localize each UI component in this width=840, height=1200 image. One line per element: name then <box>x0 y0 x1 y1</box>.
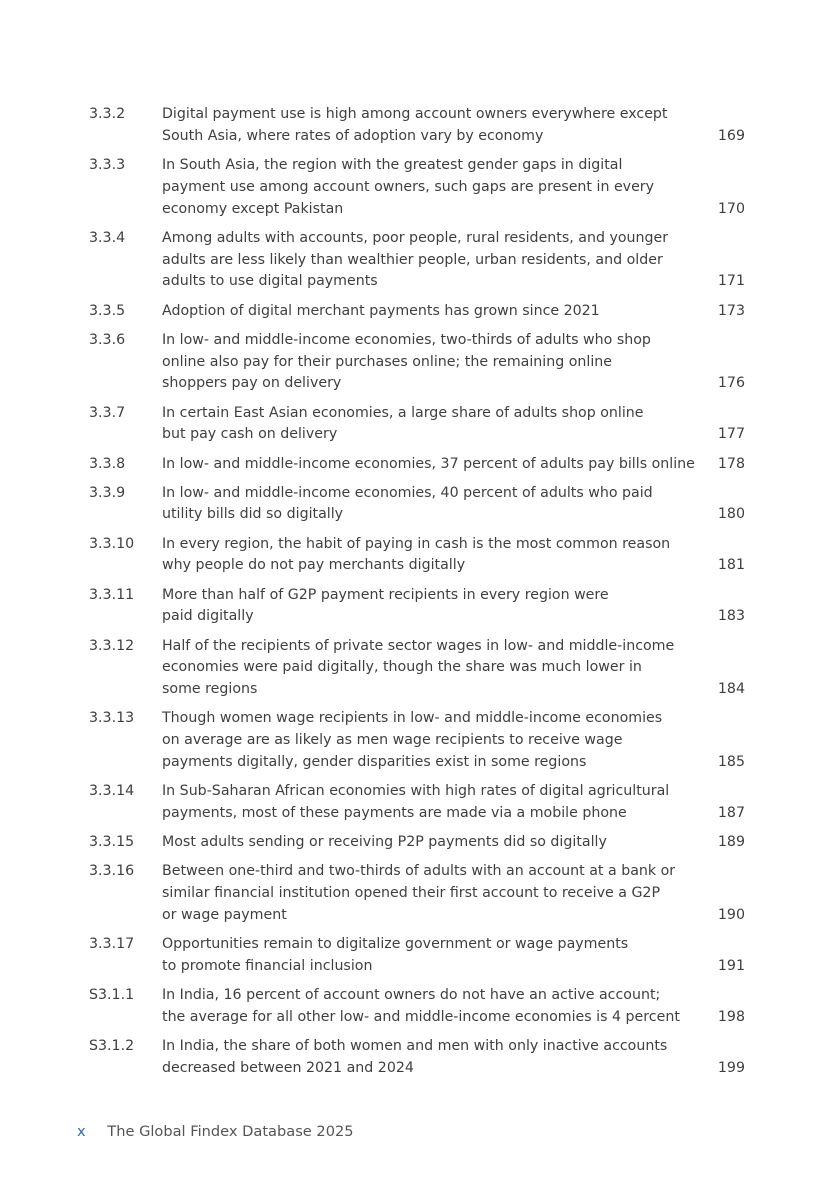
figure-title <box>162 228 712 293</box>
figure-title-line: In India, the share of both women and men with only inactive accounts <box>162 1038 668 1055</box>
figure-title-line: but pay cash on delivery <box>162 426 338 443</box>
figure-title-line: Half of the recipients of private sector wages in low- and middle-income <box>162 637 675 654</box>
page-number: 177 <box>717 426 745 443</box>
figure-title-line: decreased between 2021 and 2024 <box>162 1059 414 1076</box>
figure-number: 3.3.3 <box>89 156 126 173</box>
figure-title-line: In India, 16 percent of account owners do not have an active account; <box>162 987 661 1004</box>
page-number: 171 <box>717 273 745 290</box>
page-number: 176 <box>717 375 745 392</box>
figure-title <box>162 330 712 395</box>
figure-title-line: similar financial institution opened their first account to receive a G2P <box>162 885 661 902</box>
figure-entry[interactable] <box>0 708 840 773</box>
figure-entry[interactable] <box>0 934 840 978</box>
figure-title-line: Digital payment use is high among account owners everywhere except <box>162 106 668 122</box>
figure-number: S3.1.1 <box>89 987 135 1004</box>
page-number: 190 <box>717 906 745 923</box>
figure-entry[interactable] <box>0 781 840 825</box>
figure-entry[interactable] <box>0 301 840 323</box>
figure-title <box>162 934 712 978</box>
figure-title-line: economies were paid digitally, though the share was much lower in <box>162 659 642 676</box>
page-folio: x <box>77 1123 86 1140</box>
figure-entry[interactable] <box>0 155 840 220</box>
figure-number: 3.3.9 <box>89 484 126 501</box>
figure-title <box>162 155 712 220</box>
figure-entry[interactable] <box>0 534 840 578</box>
figure-number: 3.3.12 <box>89 637 135 654</box>
figure-title-line: Most adults sending or receiving P2P payments did so digitally <box>162 834 607 851</box>
figure-title-line: or wage payment <box>162 906 287 923</box>
figure-title-line: utility bills did so digitally <box>162 506 344 523</box>
figure-title-line: to promote financial inclusion <box>162 957 373 974</box>
figure-title-line: paid digitally <box>162 608 254 625</box>
figure-title <box>162 585 712 629</box>
figure-number: 3.3.8 <box>89 455 126 472</box>
figure-entry[interactable] <box>0 403 840 447</box>
figure-title <box>162 708 712 773</box>
figure-number: 3.3.11 <box>89 586 135 603</box>
figure-number: 3.3.17 <box>89 936 135 953</box>
figure-title-line: In South Asia, the region with the greatest gender gaps in digital <box>162 156 623 173</box>
page-number: 181 <box>717 557 745 574</box>
page-number: 185 <box>717 754 745 771</box>
figure-title-line: In low- and middle-income economies, two-thirds of adults who shop <box>162 331 651 348</box>
figure-title-line: South Asia, where rates of adoption vary by economy <box>162 127 544 144</box>
figure-title-line: shoppers pay on delivery <box>162 375 342 392</box>
page-number: 198 <box>717 1008 745 1025</box>
figure-title-line: payment use among account owners, such gaps are present in every <box>162 178 655 195</box>
figure-title-line: why people do not pay merchants digitally <box>162 557 466 574</box>
figure-number: 3.3.10 <box>89 535 135 552</box>
figure-title-line: Opportunities remain to digitalize government or wage payments <box>162 936 629 953</box>
page-number: 169 <box>717 127 745 144</box>
figure-title <box>162 104 712 148</box>
figure-title-line: some regions <box>162 681 258 698</box>
figure-entry[interactable] <box>0 330 840 395</box>
page-number: 191 <box>717 957 745 974</box>
figure-title <box>162 301 712 323</box>
figure-title <box>162 861 712 926</box>
figure-title-line: In every region, the habit of paying in cash is the most common reason <box>162 535 671 552</box>
figure-entry[interactable] <box>0 454 840 476</box>
figure-title-line: economy except Pakistan <box>162 200 344 217</box>
figure-entry[interactable] <box>0 636 840 701</box>
figure-entry[interactable] <box>0 585 840 629</box>
figure-number: 3.3.6 <box>89 331 126 348</box>
figure-entry[interactable] <box>0 228 840 293</box>
figure-title-line: the average for all other low- and middle-income economies is 4 percent <box>162 1008 680 1025</box>
figure-title-line: More than half of G2P payment recipients in every region were <box>162 586 609 603</box>
figure-entry[interactable] <box>0 985 840 1029</box>
figure-entry[interactable] <box>0 861 840 926</box>
figure-list <box>0 104 840 1087</box>
page-number: 187 <box>717 805 745 821</box>
figure-number: 3.3.7 <box>89 404 126 421</box>
figure-entry[interactable] <box>0 832 840 854</box>
page-number: 173 <box>717 302 745 319</box>
figure-number: S3.1.2 <box>89 1038 135 1055</box>
figure-number: 3.3.13 <box>89 710 135 727</box>
figure-number: 3.3.14 <box>89 783 135 800</box>
page-number: 199 <box>717 1059 745 1076</box>
figure-title-line: on average are as likely as men wage recipients to receive wage <box>162 732 623 749</box>
figure-title-line: payments digitally, gender disparities exist in some regions <box>162 754 587 771</box>
figure-number: 3.3.4 <box>89 229 126 246</box>
figure-title-line: Adoption of digital merchant payments has grown since 2021 <box>162 302 600 319</box>
page-number: 178 <box>717 455 745 472</box>
figure-title-line: adults to use digital payments <box>162 273 378 290</box>
figure-entry[interactable] <box>0 104 840 148</box>
page-number: 183 <box>717 608 745 625</box>
figure-number: 3.3.5 <box>89 302 126 319</box>
publication-title: The Global Findex Database 2025 <box>107 1123 354 1140</box>
figure-title <box>162 781 712 825</box>
figure-title <box>162 832 712 854</box>
figure-title-line: In Sub-Saharan African economies with high rates of digital agricultural <box>162 783 670 800</box>
figure-title <box>162 985 712 1029</box>
figure-title <box>162 454 712 476</box>
figure-entry[interactable] <box>0 1036 840 1080</box>
page-number: 184 <box>717 681 745 698</box>
page-footer <box>77 1122 354 1142</box>
figure-title-line: Between one-third and two-thirds of adults with an account at a bank or <box>162 863 676 880</box>
figure-title <box>162 636 712 701</box>
page-number: 180 <box>717 506 745 523</box>
figure-title-line: In low- and middle-income economies, 37 percent of adults pay bills online <box>162 455 695 472</box>
page-number: 170 <box>717 200 745 217</box>
figure-title-line: payments, most of these payments are made via a mobile phone <box>162 805 627 821</box>
figure-entry[interactable] <box>0 483 840 527</box>
figure-title <box>162 534 712 578</box>
figure-title <box>162 1036 712 1080</box>
figure-title-line: adults are less likely than wealthier people, urban residents, and older <box>162 251 663 268</box>
figure-title <box>162 483 712 527</box>
page-number: 189 <box>717 834 745 851</box>
figure-number: 3.3.15 <box>89 834 135 851</box>
figure-number: 3.3.16 <box>89 863 135 880</box>
figure-title-line: online also pay for their purchases online; the remaining online <box>162 353 613 370</box>
figure-title-line: In low- and middle-income economies, 40 percent of adults who paid <box>162 484 653 501</box>
figure-number: 3.3.2 <box>89 106 126 122</box>
figure-title-line: Among adults with accounts, poor people, rural residents, and younger <box>162 229 669 246</box>
figure-title <box>162 403 712 447</box>
figure-title-line: Though women wage recipients in low- and middle-income economies <box>162 710 663 727</box>
figure-title-line: In certain East Asian economies, a large share of adults shop online <box>162 404 644 421</box>
